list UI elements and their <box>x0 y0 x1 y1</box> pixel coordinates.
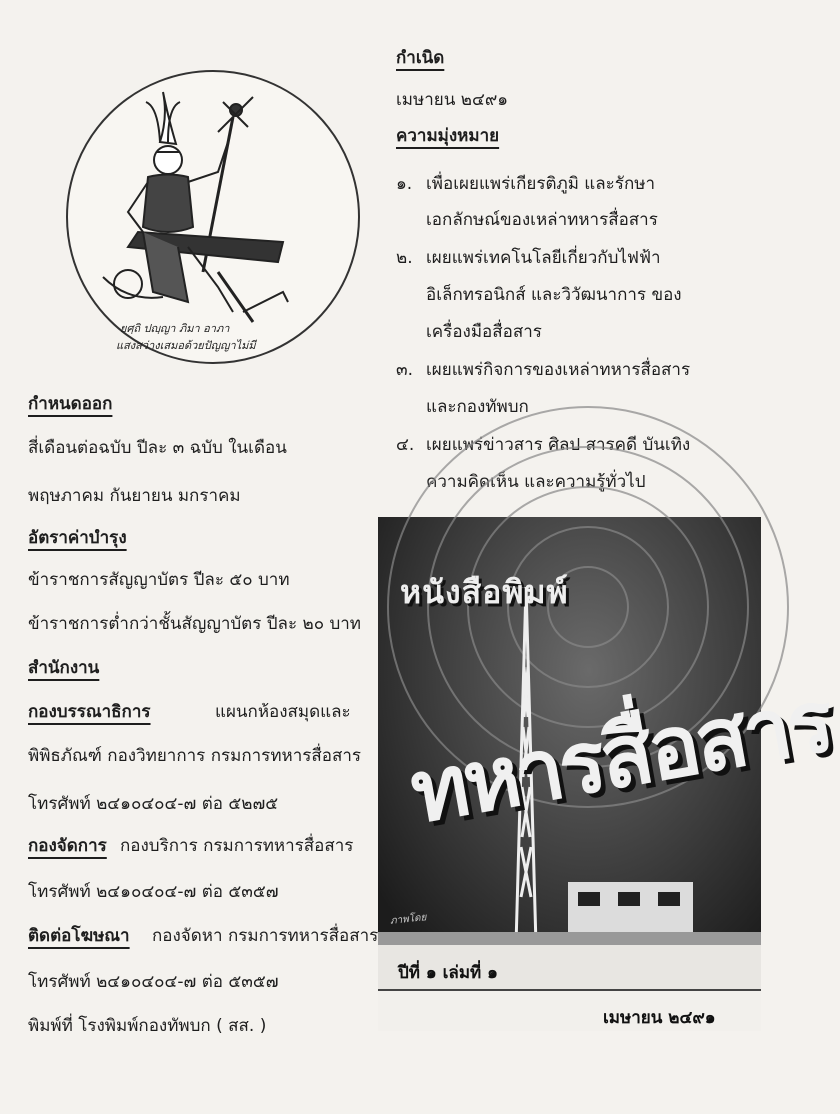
schedule-heading: กำหนดออก <box>28 394 113 414</box>
emblem-seal <box>66 70 360 364</box>
manager-phone: โทรศัพท์ ๒๔๑๐๔๐๔-๗ ต่อ ๕๓๕๗ <box>28 882 279 902</box>
schedule-line: พฤษภาคม กันยายน มกราคม <box>28 486 241 506</box>
aim-line: เครื่องมือสื่อสาร <box>426 322 542 342</box>
aim-line: ความคิดเห็น และความรู้ทั่วไป <box>426 472 646 492</box>
editorial-line: พิพิธภัณฑ์ กองวิทยาการ กรมการทหารสื่อสาร <box>28 746 362 766</box>
aim-line: เผยแพร่กิจการของเหล่าทหารสื่อสาร <box>426 360 691 380</box>
aim-line: เพื่อเผยแพร่เกียรติภูมิ และรักษา <box>426 174 655 194</box>
fees-heading: อัตราค่าบำรุง <box>28 528 127 548</box>
manager-text: กองบริการ กรมการทหารสื่อสาร <box>120 836 354 856</box>
aim-number: ๓. <box>396 360 414 380</box>
aim-line: เอกลักษณ์ของเหล่าทหารสื่อสาร <box>426 210 658 230</box>
editorial-label: กองบรรณาธิการ <box>28 702 151 722</box>
motto-thai: แสงสว่างเสมอด้วยปัญญาไม่มี <box>116 339 256 352</box>
printer-line: พิมพ์ที่ โรงพิมพ์กองทัพบก ( สส. ) <box>28 1016 267 1036</box>
office-heading: สำนักงาน <box>28 658 100 678</box>
aim-number: ๒. <box>396 248 413 268</box>
aim-line: อิเล็กทรอนิกส์ และวิวัฒนาการ ของ <box>426 285 682 305</box>
ads-label: ติดต่อโฆษณา <box>28 926 130 946</box>
aim-number: ๑. <box>396 174 413 194</box>
aims-heading: ความมุ่งหมาย <box>396 126 500 146</box>
birth-heading: กำเนิด <box>396 48 445 68</box>
cover-title: ทหารสื่อสาร <box>403 671 838 844</box>
aim-line: เผยแพร่เทคโนโลยีเกี่ยวกับไฟฟ้า <box>426 248 661 268</box>
cover-date: เมษายน ๒๔๙๑ <box>603 1008 716 1028</box>
fee-line: ข้าราชการต่ำกว่าชั้นสัญญาบัตร ปีละ ๒๐ บาท <box>28 614 362 634</box>
fee-line: ข้าราชการสัญญาบัตร ปีละ ๕๐ บาท <box>28 570 290 590</box>
manager-label: กองจัดการ <box>28 836 107 856</box>
editorial-text: แผนกห้องสมุดและ <box>215 702 351 722</box>
ads-phone: โทรศัพท์ ๒๔๑๐๔๐๔-๗ ต่อ ๕๓๕๗ <box>28 972 279 992</box>
motto-pali: ยศฺถิ ปญฺญา ภิมา อาภา <box>120 322 230 335</box>
aim-line: เผยแพร่ข่าวสาร ศิลป สารคดี บันเทิง <box>426 435 691 455</box>
cover-image <box>378 517 838 1029</box>
aim-number: ๔. <box>396 435 415 455</box>
cover-kicker: หนังสือพิมพ์ <box>400 573 569 611</box>
birth-value: เมษายน ๒๔๙๑ <box>396 90 509 110</box>
ads-text: กองจัดหา กรมการทหารสื่อสาร <box>152 926 379 946</box>
editorial-phone: โทรศัพท์ ๒๔๑๐๔๐๔-๗ ต่อ ๕๒๗๕ <box>28 794 279 814</box>
schedule-line: สี่เดือนต่อฉบับ ปีละ ๓ ฉบับ ในเดือน <box>28 438 287 458</box>
artist-signature: ภาพโดย <box>389 912 428 927</box>
aim-line: และกองทัพบก <box>426 397 529 417</box>
issue-label: ปีที่ ๑ เล่มที่ ๑ <box>398 963 498 983</box>
